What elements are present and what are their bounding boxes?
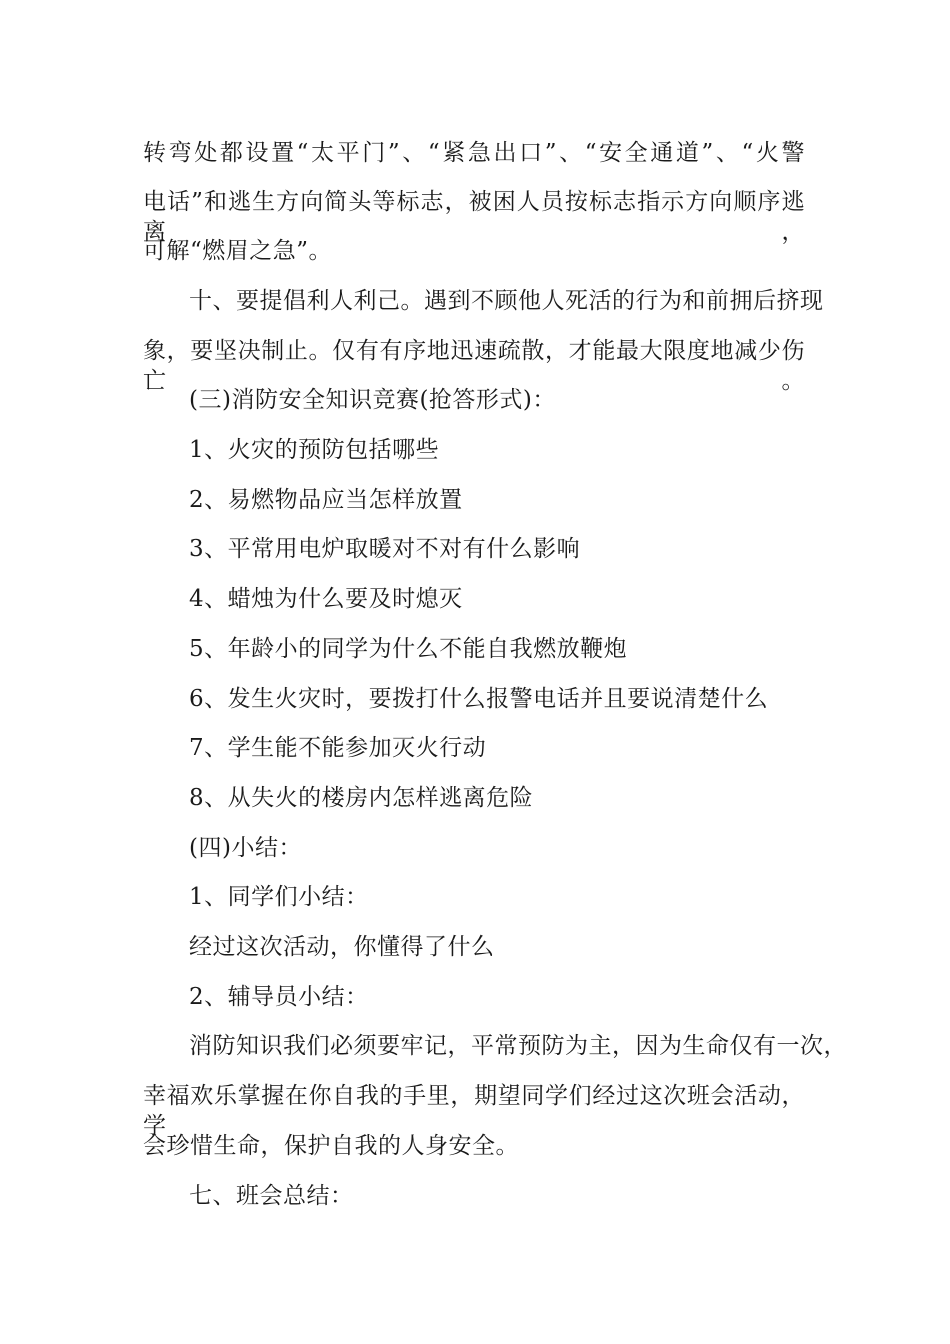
list-item: 1、同学们小结： [189, 884, 369, 910]
list-item: 2、辅导员小结： [189, 984, 369, 1010]
list-item: 3、平常用电炉取暖对不对有什么影响 [189, 536, 581, 562]
list-item: 7、学生能不能参加灭火行动 [189, 735, 487, 761]
paragraph-line: 会珍惜生命，保护自我的人身安全。 [143, 1133, 519, 1159]
paragraph-line: 幸福欢乐掌握在你自我的手里，期望同学们经过这次班会活动，学 [143, 1083, 805, 1139]
paragraph-line: 可解“燃眉之急”。 [143, 238, 333, 264]
list-item: 5、年龄小的同学为什么不能自我燃放鞭炮 [189, 636, 628, 662]
section-heading: (三)消防安全知识竞赛(抢答形式)： [189, 387, 556, 413]
list-item: 1、火灾的预防包括哪些 [189, 437, 440, 463]
paragraph-line: 十、要提倡利人利己。遇到不顾他人死活的行为和前拥后挤现 [189, 288, 824, 314]
paragraph-line: 经过这次活动，你懂得了什么 [189, 934, 495, 960]
list-item: 4、蜡烛为什么要及时熄灭 [189, 586, 463, 612]
paragraph-line: 象，要坚决制止。仅有有序地迅速疏散，才能最大限度地减少伤亡。 [143, 338, 805, 394]
list-item: 2、易燃物品应当怎样放置 [189, 487, 463, 513]
list-item: 6、发生火灾时，要拨打什么报警电话并且要说清楚什么 [189, 686, 769, 712]
section-heading: 七、班会总结： [189, 1183, 354, 1209]
paragraph-line: 转弯处都设置“太平门”、“紧急出口”、“安全通道”、“火警 [143, 140, 805, 166]
paragraph-line: 消防知识我们必须要牢记，平常预防为主，因为生命仅有一次， [189, 1033, 847, 1059]
paragraph-line: 电话”和逃生方向简头等标志，被困人员按标志指示方向顺序逃离， [143, 189, 805, 245]
section-heading: (四)小结： [189, 835, 302, 861]
list-item: 8、从失火的楼房内怎样逃离危险 [189, 785, 534, 811]
